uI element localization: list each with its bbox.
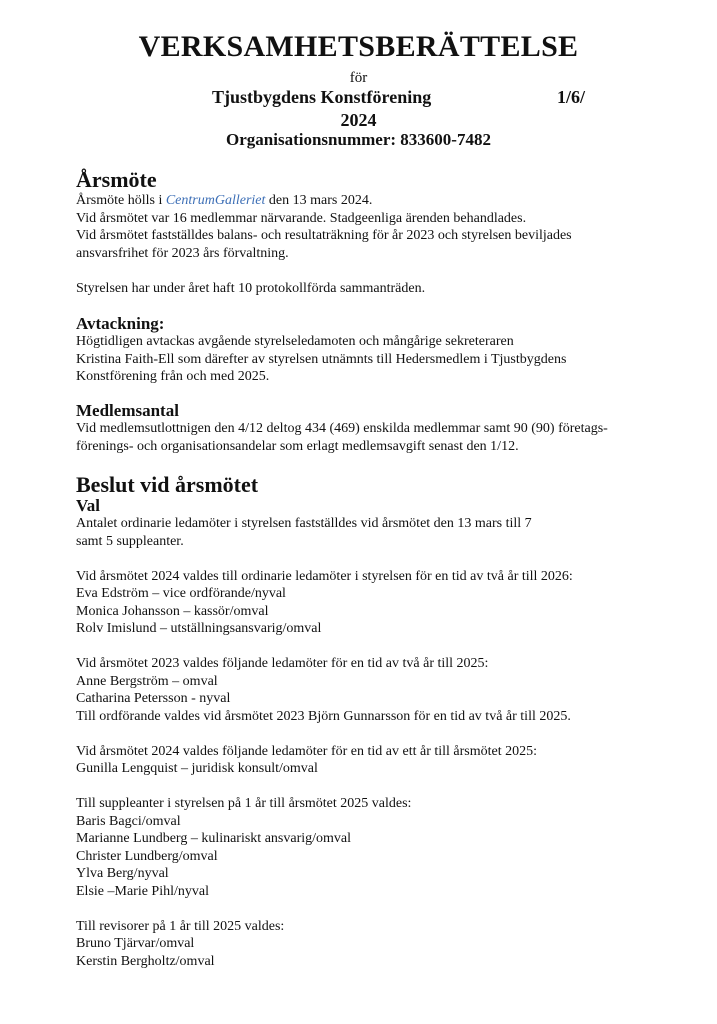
election-line: Kerstin Bergholtz/omval (76, 953, 215, 969)
val-intro-line: samt 5 suppleanter. (76, 533, 184, 549)
heading-avtackning: Avtackning: (76, 314, 165, 333)
organisation-number: Organisationsnummer: 833600-7482 (226, 130, 491, 149)
election-line: Marianne Lundberg – kulinariskt ansvarig/omval (76, 831, 352, 846)
section-avtackning (76, 315, 676, 386)
election-group-2024-ordinarie (76, 568, 676, 638)
heading-medlemsantal: Medlemsantal (76, 401, 179, 420)
title-for: för (349, 70, 368, 86)
election-line: Rolv Imislund – utställningsansvarig/omval (76, 621, 322, 636)
section-arsmote (76, 168, 676, 297)
election-line: Vid årsmötet 2023 valdes följande ledamöter för en tid av två år till 2025: (76, 656, 489, 671)
heading-beslut: Beslut vid årsmötet (76, 472, 259, 497)
page-number: 1/6/ (557, 87, 586, 107)
election-line: Anne Bergström – omval (76, 673, 218, 689)
election-line: Vid årsmötet 2024 valdes följande ledamöter för en tid av ett år till årsmötet 2025: (76, 743, 538, 759)
avtackning-line: Högtidligen avtackas avgående styrelseledamoten och mångårige sekreteraren (76, 334, 514, 349)
medlemsantal-line: Vid medlemsutlottnigen den 4/12 deltog 434 (469) enskilda medlemmar samt 90 (90) företags- (76, 421, 608, 436)
election-line: Vid årsmötet 2024 valdes till ordinarie ledamöter i styrelsen för en tid av två år till 2026: (76, 568, 573, 584)
organisation-name: Tjustbygdens Konstförening (212, 87, 432, 107)
election-line: Bruno Tjärvar/omval (76, 936, 195, 951)
election-line: Christer Lundberg/omval (76, 848, 218, 864)
arsmote-line-1 (76, 192, 676, 210)
section-medlemsantal (76, 402, 676, 455)
arsmote-line-5: Styrelsen har under året haft 10 protokollförda sammanträden. (76, 280, 426, 296)
arsmote-line-1-prefix: Årsmöte hölls i (76, 193, 166, 208)
section-beslut (76, 473, 676, 970)
election-line: Baris Bagci/omval (76, 813, 181, 829)
avtackning-line: Konstförening från och med 2025. (76, 369, 270, 384)
arsmote-line-3: Vid årsmötet fastställdes balans- och resultaträkning för år 2023 och styrelsen beviljades (76, 228, 572, 243)
report-year: 2024 (340, 110, 377, 130)
heading-val: Val (76, 496, 100, 515)
election-line: Till suppleanter i styrelsen på 1 år till årsmötet 2025 valdes: (76, 796, 412, 811)
election-line: Catharina Petersson - nyval (76, 691, 231, 706)
arsmote-line-4: ansvarsfrihet för 2023 års förvaltning. (76, 245, 289, 261)
medlemsantal-line: förenings- och organisationsandelar som erlagt medlemsavgift senast den 1/12. (76, 438, 519, 454)
election-group-suppleanter (76, 795, 676, 900)
heading-arsmote: Årsmöte (76, 167, 157, 192)
document-title: VERKSAMHETSBERÄTTELSE (138, 30, 579, 63)
election-group-2024-ett-ar (76, 743, 676, 778)
arsmote-line-2: Vid årsmötet var 16 medlemmar närvarande. Stadgeenliga ärenden behandlades. (76, 210, 527, 226)
election-line: Elsie –Marie Pihl/nyval (76, 883, 209, 899)
election-group-2023 (76, 655, 676, 725)
election-line: Till ordförande valdes vid årsmötet 2023 Björn Gunnarsson för en tid av två år till 2025. (76, 708, 571, 724)
centrumgalleriet-link[interactable]: CentrumGalleriet (165, 193, 266, 208)
arsmote-line-1-suffix: den 13 mars 2024. (265, 193, 373, 208)
election-line: Ylva Berg/nyval (76, 866, 169, 881)
election-group-revisorer (76, 918, 676, 971)
election-line: Eva Edström – vice ordförande/nyval (76, 586, 286, 601)
val-intro-line: Antalet ordinarie ledamöter i styrelsen fastställdes vid årsmötet den 13 mars till 7 (76, 516, 532, 531)
election-line: Monica Johansson – kassör/omval (76, 603, 269, 619)
avtackning-line: Kristina Faith-Ell som därefter av styrelsen utnämnts till Hedersmedlem i Tjustbygdens (76, 351, 567, 367)
election-line: Gunilla Lengquist – juridisk konsult/omval (76, 761, 318, 776)
election-line: Till revisorer på 1 år till 2025 valdes: (76, 918, 285, 934)
